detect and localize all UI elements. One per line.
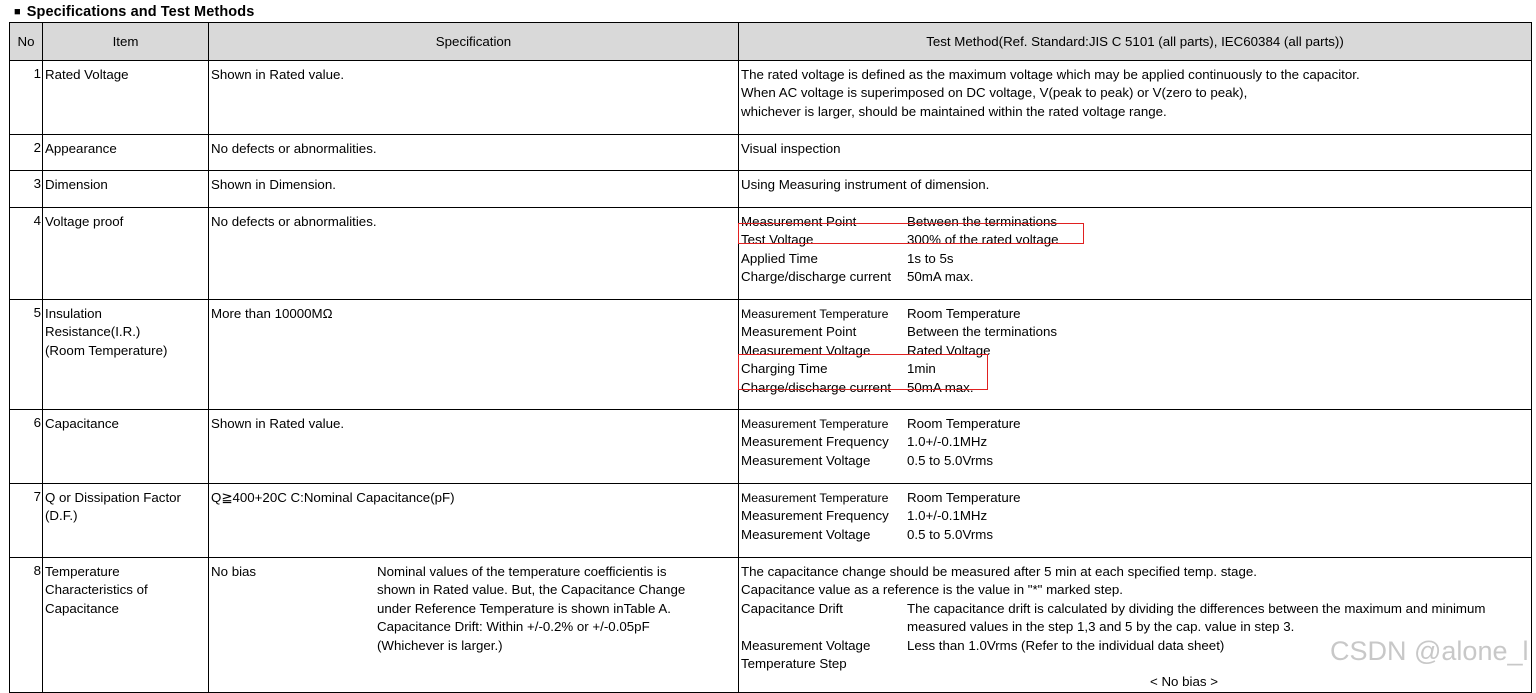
test-param-label: Measurement Point	[741, 214, 857, 229]
specification-cell	[209, 558, 739, 693]
test-param-value: 300% of the rated voltage	[907, 232, 1059, 248]
specification-text: No defects or abnormalities.	[211, 141, 377, 156]
specification-cell	[209, 410, 739, 484]
test-param-label: Measurement Voltage	[741, 526, 871, 542]
test-param-row	[741, 415, 1531, 433]
test-param-row	[741, 268, 1531, 286]
test-param-value: 50mA max.	[907, 269, 974, 285]
header-no: No	[10, 23, 43, 61]
measurement-voltage-label: Measurement Voltage	[741, 637, 871, 653]
test-param-row	[741, 360, 1531, 378]
drift-row	[741, 600, 1531, 637]
table-row	[10, 300, 1532, 410]
spec-line: Nominal values of the temperature coefficientis is	[377, 564, 667, 579]
test-param-row	[741, 452, 1531, 470]
item-line: (Room Temperature)	[45, 342, 168, 358]
test-param-label: Charge/discharge current	[741, 269, 892, 285]
test-param-row	[741, 323, 1531, 341]
item-line: Temperature	[45, 564, 120, 579]
specification-text: No defects or abnormalities.	[211, 214, 377, 229]
drift-label: Capacitance Drift	[741, 600, 843, 616]
test-param-label: Measurement Temperature	[741, 307, 889, 321]
section-marker: ■	[14, 6, 21, 18]
test-method-cell	[739, 171, 1532, 208]
table-row	[10, 208, 1532, 300]
drift-line: measured values in the step 1,3 and 5 by the cap. value in step 3.	[907, 619, 1295, 635]
specification-text: More than 10000MΩ	[211, 306, 333, 321]
test-param-label: Measurement Temperature	[741, 417, 889, 431]
test-param-label: Charge/discharge current	[741, 379, 892, 395]
row-number: 4	[10, 208, 43, 300]
test-line: Visual inspection	[741, 141, 841, 156]
item-line: Insulation	[45, 306, 102, 321]
item-line: Q or Dissipation Factor	[45, 490, 181, 505]
test-param-value: 1s to 5s	[907, 250, 954, 266]
spec-line: shown in Rated value. But, the Capacitance Change	[377, 582, 686, 598]
item-cell	[43, 135, 209, 171]
specification-cell	[209, 61, 739, 135]
row-number: 8	[10, 558, 43, 693]
test-line: Using Measuring instrument of dimension.	[741, 177, 990, 192]
test-line: The capacitance change should be measured after 5 min at each specified temp. stage.	[741, 564, 1257, 579]
test-method-cell	[739, 135, 1532, 171]
test-param-value: 50mA max.	[907, 379, 974, 395]
specification-cell	[209, 484, 739, 558]
row-number: 6	[10, 410, 43, 484]
spec-temperature-text	[377, 563, 685, 655]
test-param-value: 0.5 to 5.0Vrms	[907, 526, 993, 542]
row-number: 1	[10, 61, 43, 135]
specification-text: Q≧400+20C C:Nominal Capacitance(pF)	[211, 490, 455, 505]
header-test-method: Test Method(Ref. Standard:JIS C 5101 (all parts), IEC60384 (all parts))	[739, 23, 1532, 61]
test-line: When AC voltage is superimposed on DC voltage, V(peak to peak) or V(zero to peak),	[741, 85, 1248, 101]
test-param-value: Rated Voltage	[907, 342, 991, 358]
spec-table	[9, 22, 1532, 693]
spec-temperature-block	[211, 563, 738, 655]
test-param-value: 0.5 to 5.0Vrms	[907, 452, 993, 468]
test-method-cell	[739, 558, 1532, 693]
table-row	[10, 135, 1532, 171]
test-method-cell	[739, 300, 1532, 410]
table-row	[10, 171, 1532, 208]
test-param-value: Room Temperature	[907, 490, 1021, 505]
item-cell	[43, 300, 209, 410]
specification-cell	[209, 300, 739, 410]
header-specification: Specification	[209, 23, 739, 61]
test-param-row	[741, 379, 1531, 397]
test-param-row	[741, 231, 1531, 249]
item-cell	[43, 484, 209, 558]
table-row	[10, 558, 1532, 693]
test-param-value: 1min	[907, 361, 936, 377]
item-cell	[43, 208, 209, 300]
test-method-cell	[739, 61, 1532, 135]
test-param-row	[741, 342, 1531, 360]
test-line: Capacitance value as a reference is the value in "*" marked step.	[741, 582, 1123, 598]
test-param-value: Between the terminations	[907, 214, 1058, 229]
row-number: 2	[10, 135, 43, 171]
test-param-row	[741, 507, 1531, 525]
specification-cell	[209, 171, 739, 208]
table-row	[10, 410, 1532, 484]
spec-line: (Whichever is larger.)	[377, 637, 503, 653]
item-line: Capacitance	[45, 600, 119, 616]
test-param-label: Measurement Voltage	[741, 452, 871, 468]
spec-line: under Reference Temperature is shown inTable A.	[377, 600, 671, 616]
item-line: Appearance	[45, 141, 117, 156]
item-line: Characteristics of	[45, 582, 148, 598]
item-line: Resistance(I.R.)	[45, 324, 141, 340]
row-number: 5	[10, 300, 43, 410]
specification-text: Shown in Rated value.	[211, 416, 345, 431]
item-cell	[43, 410, 209, 484]
test-param-label: Measurement Point	[741, 324, 857, 340]
item-line: Rated Voltage	[45, 67, 129, 82]
test-param-value: Between the terminations	[907, 324, 1058, 340]
item-cell	[43, 171, 209, 208]
item-line: Voltage proof	[45, 214, 124, 229]
test-method-cell	[739, 484, 1532, 558]
specification-cell	[209, 135, 739, 171]
test-param-row	[741, 305, 1531, 323]
item-line: Capacitance	[45, 416, 119, 431]
test-method-cell	[739, 410, 1532, 484]
spec-bias-label: No bias	[211, 564, 257, 579]
test-param-value: 1.0+/-0.1MHz	[907, 434, 988, 450]
row-number: 7	[10, 484, 43, 558]
measurement-voltage-value: Less than 1.0Vrms (Refer to the individual data sheet)	[907, 637, 1225, 653]
specification-text: Shown in Dimension.	[211, 177, 336, 192]
test-method-cell	[739, 208, 1532, 300]
test-line: The rated voltage is defined as the maximum voltage which may be applied continuously to the capacitor.	[741, 67, 1360, 82]
test-param-label: Charging Time	[741, 361, 828, 377]
test-param-label: Measurement Temperature	[741, 491, 889, 505]
table-row	[10, 484, 1532, 558]
item-line: Dimension	[45, 177, 108, 192]
specification-cell	[209, 208, 739, 300]
section-title	[14, 4, 254, 20]
test-param-row	[741, 213, 1531, 231]
drift-text	[907, 600, 1485, 637]
test-param-row	[741, 526, 1531, 544]
test-param-label: Test Voltage	[741, 232, 814, 248]
temperature-step-label: Temperature Step	[741, 656, 847, 672]
test-param-row	[741, 433, 1531, 451]
test-param-label: Applied Time	[741, 250, 818, 266]
section-title-text: Specifications and Test Methods	[26, 4, 255, 20]
table-row	[10, 61, 1532, 135]
item-line: (D.F.)	[45, 508, 78, 524]
spec-line: Capacitance Drift: Within +/-0.2% or +/-0.05pF	[377, 619, 650, 635]
test-param-label: Measurement Frequency	[741, 434, 889, 450]
test-param-row	[741, 250, 1531, 268]
test-line: whichever is larger, should be maintained within the rated voltage range.	[741, 103, 1167, 119]
test-param-label: Measurement Voltage	[741, 342, 871, 358]
item-cell	[43, 558, 209, 693]
header-row	[10, 23, 1532, 61]
specification-text: Shown in Rated value.	[211, 67, 345, 82]
test-param-value: Room Temperature	[907, 306, 1021, 321]
header-item: Item	[43, 23, 209, 61]
test-param-row	[741, 489, 1531, 507]
row-number: 3	[10, 171, 43, 208]
test-param-value: Room Temperature	[907, 416, 1021, 431]
no-bias-note: < No bias >	[1149, 674, 1218, 690]
item-cell	[43, 61, 209, 135]
drift-line: The capacitance drift is calculated by dividing the differences between the maximum and minimum	[907, 600, 1486, 616]
test-param-label: Measurement Frequency	[741, 508, 889, 524]
watermark: CSDN @alone_l	[1330, 636, 1529, 666]
test-param-value: 1.0+/-0.1MHz	[907, 508, 988, 524]
